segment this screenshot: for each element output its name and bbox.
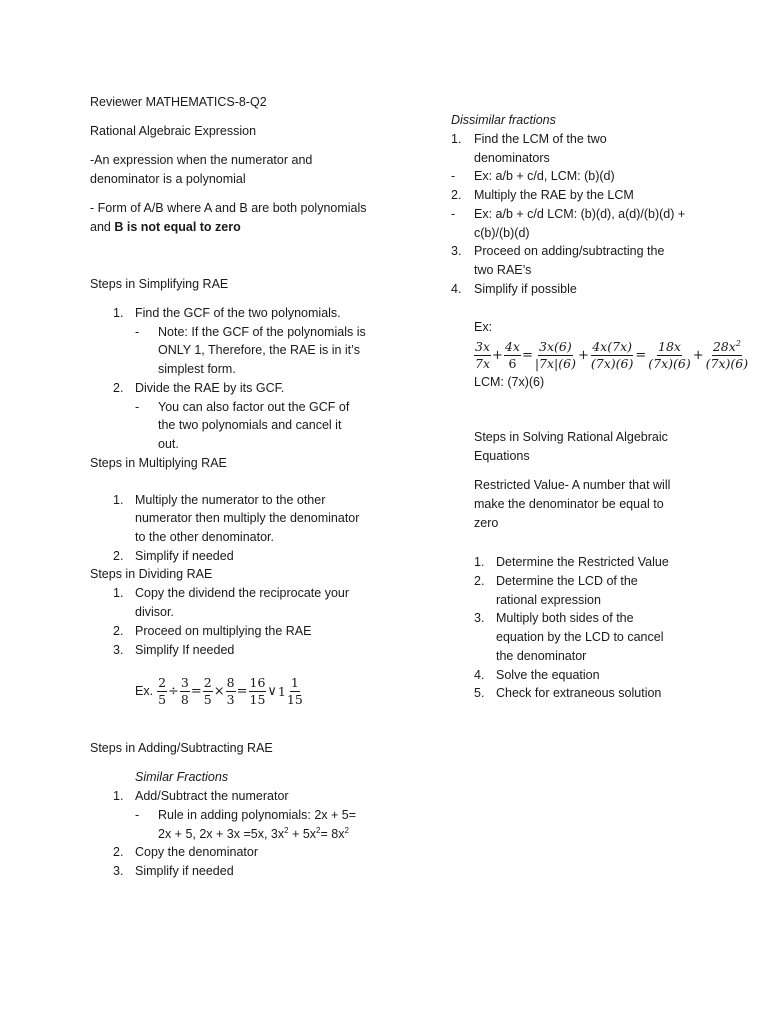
list-item: 3. Simplify If needed xyxy=(113,642,235,657)
restricted-value-definition: Restricted Value- A number that will make the denominator be equal to zero xyxy=(474,478,671,531)
rae-heading: Rational Algebraic Expression xyxy=(90,124,257,138)
adding-heading: Steps in Adding/Subtracting RAE xyxy=(90,741,273,756)
right-column xyxy=(451,111,768,703)
rae-form-definition: - Form of A/B where A and B are both polynomials and B is not equal to zero xyxy=(90,201,367,234)
times-sign: × xyxy=(213,683,225,699)
fraction-18x-7x6: $\frac{18x}{(7x)(6)}$ xyxy=(648,338,691,371)
list-item: 3. Simplify if needed xyxy=(113,864,234,879)
or-sign: ∨ xyxy=(267,683,277,699)
multiply-steps xyxy=(90,491,380,566)
list-item: 3. Proceed on adding/subtracting the two RAE’s xyxy=(451,244,665,277)
list-item: - Rule in adding polynomials: 2x + 5= 2x + 5, 2x + 3x =5x, $3x^2 + 5x^2= 8x^2$ xyxy=(135,807,357,841)
list-item: 5. Check for extraneous solution xyxy=(474,686,662,701)
multiply-heading: Steps in Multiplying RAE xyxy=(90,455,227,470)
list-item: - Note: If the GCF of the polynomials is ONLY 1, Therefore, the RAE is in it’s simplest form. xyxy=(135,324,366,377)
divide-steps xyxy=(90,584,380,659)
fraction-2-5: $\frac{2}{5}$ xyxy=(158,674,167,707)
fraction-1-15: $\frac{1}{15}$ xyxy=(286,674,303,707)
fraction-3-8: $\frac{3}{8}$ xyxy=(180,674,189,707)
list-item: 2. Simplify if needed xyxy=(113,548,234,563)
list-item: 2. Divide the RAE by its GCF. xyxy=(113,380,285,395)
rae-definition: -An expression when the numerator and denominator is a polynomial xyxy=(90,153,313,186)
list-item: 1. Find the LCM of the two denominators xyxy=(451,132,607,165)
example-label: Ex: xyxy=(474,320,493,335)
fraction-8-3: $\frac{8}{3}$ xyxy=(226,674,235,707)
list-item: 2. Multiply the RAE by the LCM xyxy=(451,188,634,203)
not-zero-emphasis: B is not equal to zero xyxy=(114,220,241,234)
document-title: Reviewer MATHEMATICS-8-Q2 xyxy=(90,95,267,109)
list-item: 1. Add/Subtract the numerator xyxy=(113,789,289,804)
list-item: 1. Find the GCF of the two polynomials. xyxy=(113,306,341,320)
simplify-steps xyxy=(90,304,380,454)
list-item: 1. Determine the Restricted Value xyxy=(474,555,669,570)
list-item: 3. Multiply both sides of the equation by the LCD to cancel the denominator xyxy=(474,611,664,663)
adding-steps xyxy=(90,787,380,881)
equals-sign: = xyxy=(236,683,248,699)
list-item: - You can also factor out the GCF of the two polynomials and cancel it out. xyxy=(135,399,350,451)
addition-example: $\frac{3x}{7x}$ + $\frac{4x}{6}$ = $\frac{3x(6)}{|7x|(6)}$ + $\frac{4x(7x)}{(7x)(6)}$ = $\frac{18x}{(7x)(6)}$ + $\frac{28x^2}{(7x)(6)}$ xyxy=(475,338,749,371)
fraction-4x-6: $\frac{4x}{6}$ xyxy=(504,338,520,371)
equations-heading: Steps in Solving Rational Algebraic Equations xyxy=(474,430,668,464)
equals-sign: = xyxy=(190,683,202,699)
divide-heading: Steps in Dividing RAE xyxy=(90,567,213,582)
list-item: 4. Solve the equation xyxy=(474,667,600,682)
lcm-label: LCM: (7x)(6) xyxy=(474,375,545,390)
fraction-3x-7x: $\frac{3x}{7x}$ xyxy=(475,338,491,371)
equation-steps xyxy=(451,553,768,703)
simplify-heading: Steps in Simplifying RAE xyxy=(90,277,229,291)
list-item: 4. Simplify if possible xyxy=(451,281,577,296)
list-item: 2. Proceed on multiplying the RAE xyxy=(113,623,312,638)
divide-example: Ex. $\frac{2}{5}$ ÷ $\frac{3}{8}$ = $\frac{2}{5}$ × $\frac{8}{3}$ = $\frac{16}{15}$ ∨ 1 $\frac{1}{15}$ xyxy=(135,674,303,707)
fraction-3x6-7x6: $\frac{3x(6)}{|7x|(6)}$ xyxy=(534,338,576,371)
fraction-28x2-7x6: $\frac{28x^2}{(7x)(6)}$ xyxy=(705,338,749,371)
list-item: 2. Copy the denominator xyxy=(113,845,258,860)
list-item: 2. Determine the LCD of the rational expression xyxy=(474,574,638,607)
divide-sign: ÷ xyxy=(168,683,179,699)
fraction-2-5: $\frac{2}{5}$ xyxy=(203,674,212,707)
dissimilar-steps xyxy=(451,130,768,298)
fraction-4x7x-7x6: $\frac{4x(7x)}{(7x)(6)}$ xyxy=(590,338,634,371)
dissimilar-fractions-label: Dissimilar fractions xyxy=(451,113,556,127)
list-item: - Ex: a/b + c/d, LCM: (b)(d) xyxy=(451,169,615,184)
list-item: - Ex: a/b + c/d LCM: (b)(d), a(d)/(b)(d) + c(b)/(b)(d) xyxy=(451,206,686,240)
similar-fractions-label: Similar Fractions xyxy=(135,770,229,785)
fraction-16-15: $\frac{16}{15}$ xyxy=(249,674,266,707)
left-column xyxy=(90,93,380,881)
list-item: 1. Multiply the numerator to the other numerator then multiply the denominator to the other denominator. xyxy=(113,492,360,545)
list-item: 1. Copy the dividend the reciprocate your divisor. xyxy=(113,586,350,620)
